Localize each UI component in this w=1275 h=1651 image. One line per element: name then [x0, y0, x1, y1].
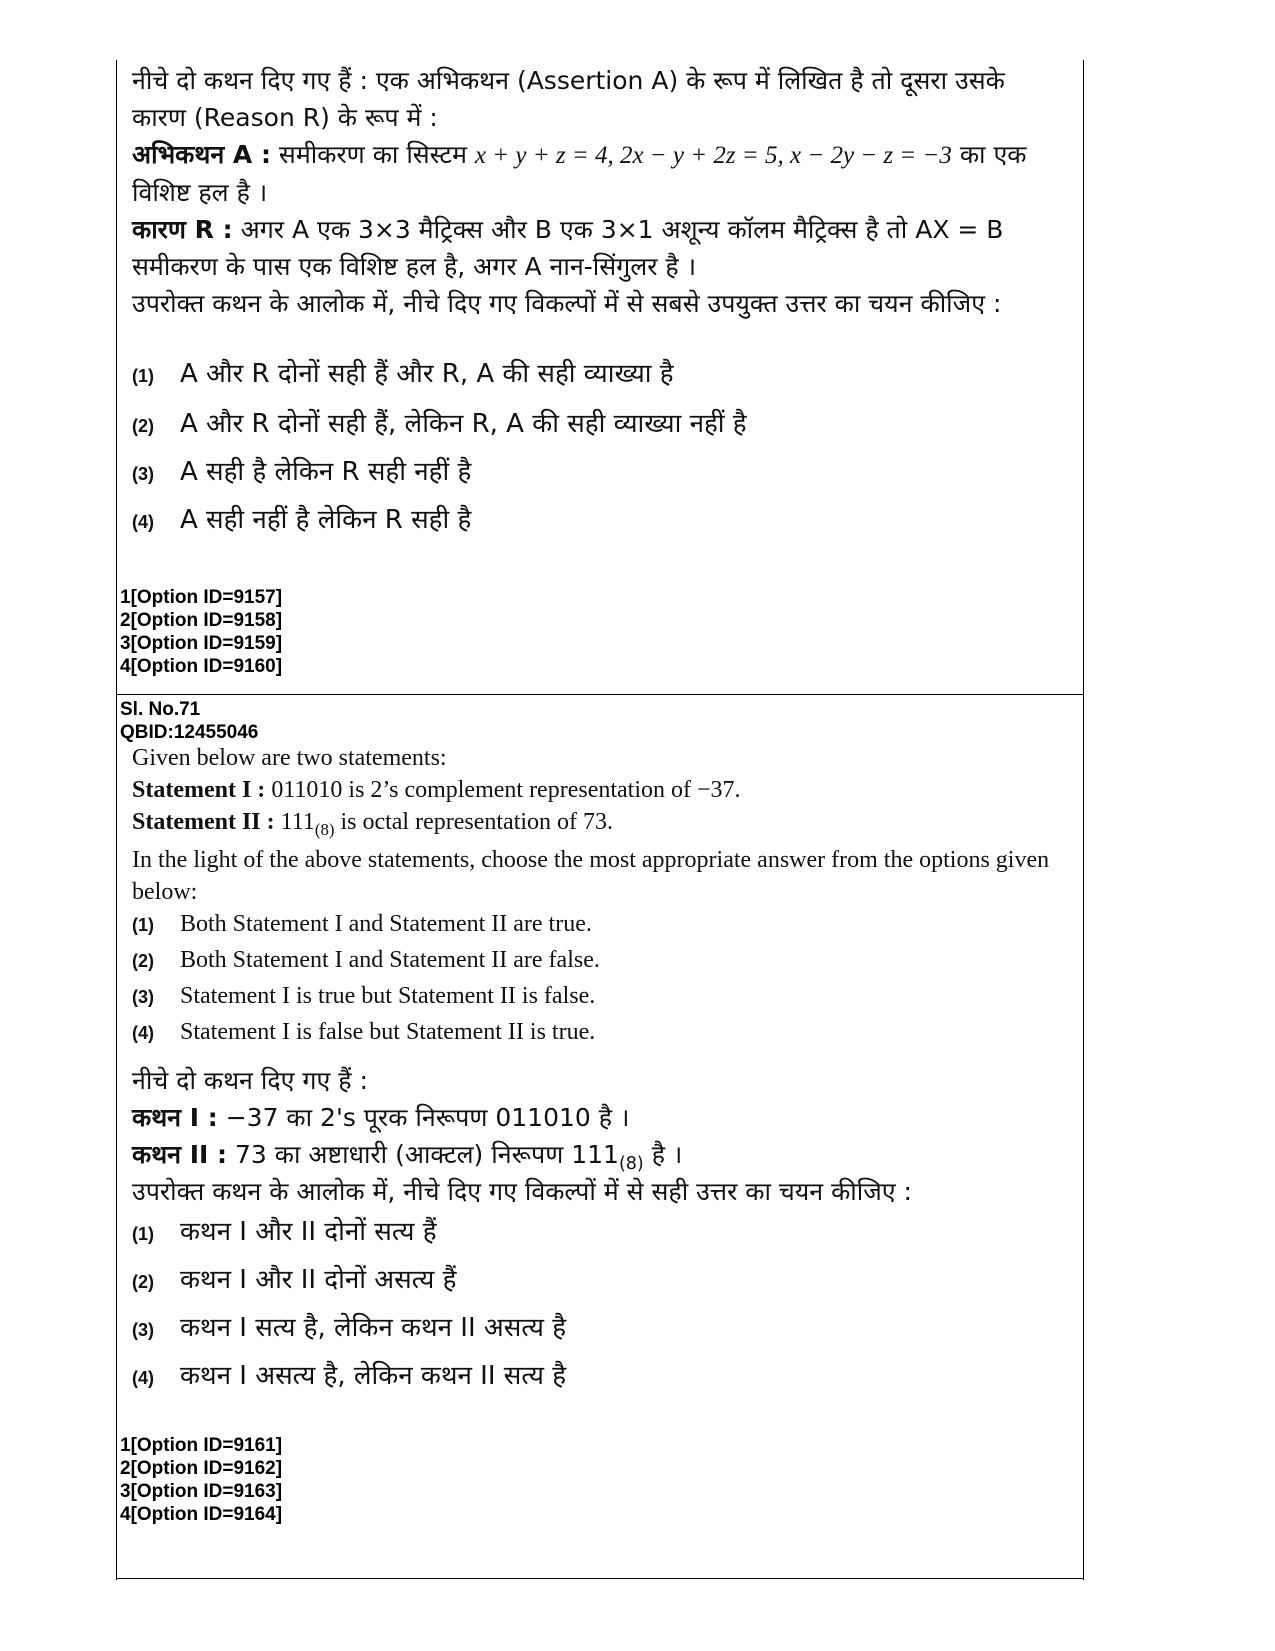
q71-option-id-2: 2[Option ID=9162] [120, 1458, 283, 1479]
q70-assertion-label: अभिकथन A : [132, 140, 271, 169]
q71-en-statement-1: Statement I : 011010 is 2’s complement representation of −37. [132, 777, 741, 803]
q70-option-2: (2) A और R दोनों सही हैं, लेकिन R, A की सही व्याख्या नहीं है [132, 409, 747, 439]
q70-assertion-text: समीकरण का सिस्टम [278, 140, 467, 169]
q71-hi-option-2: (2) कथन I और II दोनों असत्य हैं [132, 1265, 457, 1295]
q70-assertion-end: का एक विशिष्ट हल है । [132, 140, 1027, 207]
q70-reason-label: कारण R : [132, 215, 233, 244]
q70-option-id-2: 2[Option ID=9158] [120, 610, 283, 631]
q71-en-instruction: In the light of the above statements, choose the most appropriate answer from the options given below: [132, 847, 1050, 905]
q71-hi-option-3: (3) कथन I सत्य है, लेकिन कथन II असत्य है [132, 1313, 567, 1343]
q71-hi-statement-2: कथन II : 73 का अष्टाधारी (आक्टल) निरूपण $111_{(8)}$ है । [132, 1140, 683, 1175]
q71-option-id-3: 3[Option ID=9163] [120, 1481, 283, 1502]
q71-option-id-1: 1[Option ID=9161] [120, 1435, 283, 1456]
q71-option-ids [120, 1434, 282, 1526]
q71-en-option-1: (1) Both Statement I and Statement II are true. [132, 911, 592, 937]
q71-en-intro: Given below are two statements: [132, 745, 447, 771]
q70-option-id-3: 3[Option ID=9159] [120, 633, 283, 654]
q70-option-ids [120, 586, 282, 678]
q70-option-id-4: 4[Option ID=9160] [120, 656, 283, 677]
q70-reason [132, 211, 1062, 285]
q71-serial-number: Sl. No.71 [120, 699, 201, 720]
question-separator [116, 694, 1084, 695]
q71-en-option-2: (2) Both Statement I and Statement II are false. [132, 947, 600, 973]
q71-en-option-4: (4) Statement I is false but Statement II is true. [132, 1019, 596, 1045]
q71-option-id-4: 4[Option ID=9164] [120, 1504, 283, 1525]
q71-hi-instruction: उपरोक्त कथन के आलोक में, नीचे दिए गए विकल्पों में से सही उत्तर का चयन कीजिए : [132, 1177, 912, 1206]
q70-option-4: (4) A सही नहीं है लेकिन R सही है [132, 505, 472, 535]
q70-assertion-equation: x + y + z = 4, 2x − y + 2z = 5, x − 2y − z = −3 [474, 142, 952, 169]
q70-reason-text: अगर A एक 3×3 मैट्रिक्स और B एक 3×1 अशून्य कॉलम मैट्रिक्स है तो AX = B समीकरण के पास एक विशिष्ट हल है, अगर A नान-सिंगुलर है । [132, 215, 1004, 281]
q71-hi-statement-1: कथन I : −37 का 2's पूरक निरूपण 011010 है । [132, 1103, 630, 1132]
q70-intro: नीचे दो कथन दिए गए हैं : एक अभिकथन (Assertion A) के रूप में लिखित है तो दूसरा उसके कारण (Reason R) के रूप में : [132, 66, 1005, 132]
q70-options [132, 356, 1062, 550]
q70-assertion [132, 136, 1062, 211]
q71-hi-option-1: (1) कथन I और II दोनों सत्य हैं [132, 1217, 437, 1247]
q70-option-id-1: 1[Option ID=9157] [120, 587, 283, 608]
q71-hi-intro: नीचे दो कथन दिए गए हैं : [132, 1066, 368, 1095]
q71-en-statement-2: Statement II : $111_{(8)}$ is octal representation of 73. [132, 809, 614, 839]
q70-option-1: (1) A और R दोनों सही हैं और R, A की सही व्याख्या है [132, 359, 674, 389]
q71-hindi-block [132, 1062, 1062, 1210]
q71-header [120, 698, 258, 744]
q70-hindi-block [132, 62, 1062, 322]
q71-en-options [132, 908, 1062, 1052]
q71-qbid: QBID:12455046 [120, 722, 259, 743]
q70-option-3: (3) A सही है लेकिन R सही नहीं है [132, 457, 472, 487]
q71-hi-options [132, 1214, 1062, 1406]
page-bottom-separator [116, 1578, 1084, 1579]
q71-en-option-3: (3) Statement I is true but Statement II is false. [132, 983, 596, 1009]
q70-instruction: उपरोक्त कथन के आलोक में, नीचे दिए गए विकल्पों में से सबसे उपयुक्त उत्तर का चयन कीजिए : [132, 289, 1002, 318]
q71-english-block [132, 742, 1062, 908]
q71-hi-option-4: (4) कथन I असत्य है, लेकिन कथन II सत्य है [132, 1361, 567, 1391]
